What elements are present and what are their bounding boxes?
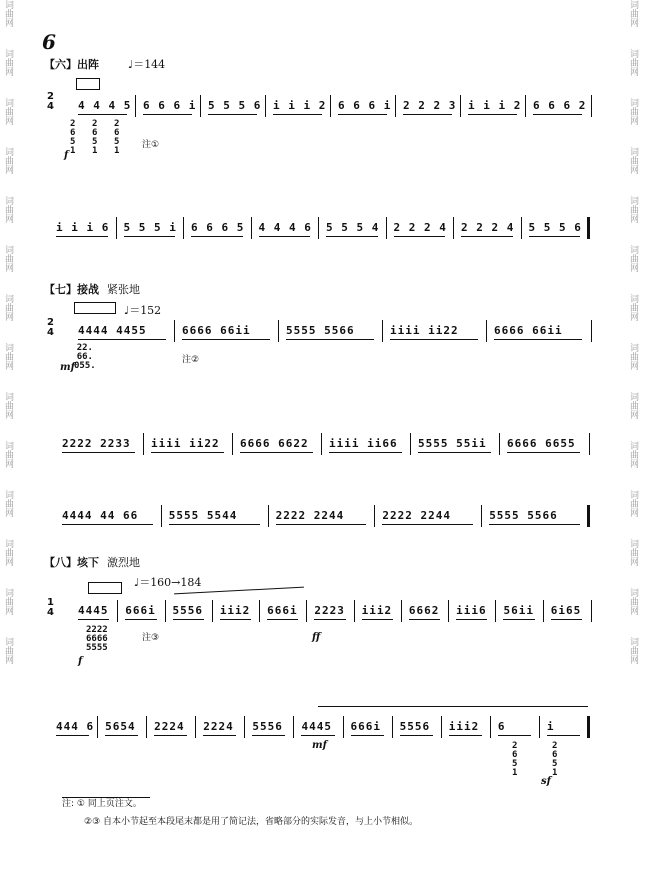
barline: [165, 600, 166, 622]
beam-underline: [301, 735, 334, 736]
measure-notes: 6666 66ii: [182, 324, 251, 337]
beam-underline: [78, 339, 166, 340]
beam-underline: [394, 236, 446, 237]
measure-notes: 5556: [399, 720, 431, 733]
measure-notes: 666i: [125, 604, 156, 617]
watermark-text: 词曲网: [628, 441, 638, 468]
measure-notes: 2222 2244: [382, 509, 451, 522]
section-8-tempo: ♩＝160→184: [134, 576, 202, 589]
watermark-text: 词曲网: [3, 49, 13, 76]
beam-underline: [547, 735, 580, 736]
watermark-right: [627, 0, 643, 871]
section-8-title: [44, 554, 140, 570]
beam-underline: [220, 619, 251, 620]
measure-notes: 4 4 4 5: [78, 99, 132, 112]
barline: [251, 217, 252, 239]
watermark-text: 词曲网: [628, 245, 638, 272]
barline: [212, 600, 213, 622]
beam-underline: [533, 114, 582, 115]
beam-underline: [338, 114, 387, 115]
measure-notes: 444 6: [56, 720, 95, 733]
barline: [521, 217, 522, 239]
measure-notes: 5654: [105, 720, 136, 733]
beam-underline: [329, 452, 402, 453]
beam-underline: [208, 114, 257, 115]
barline: [591, 320, 592, 342]
time-sig-bottom: 4: [47, 327, 54, 338]
watermark-text: 词曲网: [3, 0, 13, 27]
chord-stack: 22. 66. 055.: [74, 343, 96, 371]
measure-notes: 6: [497, 720, 506, 733]
dynamic-marking: mf: [60, 362, 75, 373]
measure-notes: 2222 2244: [275, 509, 345, 522]
watermark-text: 词曲网: [628, 539, 638, 566]
measure-notes: 5 5 5 6: [208, 99, 262, 112]
measure-notes: 6662: [408, 604, 440, 617]
beam-underline: [286, 339, 374, 340]
barline: [232, 433, 233, 455]
measure-notes: i i i 6: [56, 221, 110, 234]
beam-underline: [403, 114, 452, 115]
chord-stack: 2 6 5 1: [552, 741, 558, 778]
measure-notes: 2 2 2 4: [393, 221, 447, 234]
barline: [183, 217, 184, 239]
measure-notes: 666i: [267, 604, 298, 617]
measure-notes: 6666 6655: [507, 437, 576, 450]
watermark-text: 词曲网: [628, 0, 638, 27]
measure-notes: 6666 66ii: [494, 324, 563, 337]
beam-underline: [62, 452, 135, 453]
measure-notes: iiii ii66: [329, 437, 398, 450]
barline: [116, 217, 117, 239]
measure-notes: iii6: [456, 604, 487, 617]
chord-stack: 2 6 5 1: [70, 119, 76, 156]
barline: [392, 716, 393, 738]
beam-underline: [461, 236, 513, 237]
ornament-box: [74, 302, 116, 314]
section-title-text: 【六】出阵: [44, 58, 99, 71]
measure-notes: i i i 2: [468, 99, 522, 112]
beam-underline: [78, 619, 109, 620]
barline: [195, 716, 196, 738]
chord-stack: 2 6 5 1: [114, 119, 120, 156]
chord-stack: 2 6 5 1: [512, 741, 518, 778]
time-signature: [47, 318, 54, 338]
barline: [486, 320, 487, 342]
beam-underline: [125, 619, 156, 620]
measure-notes: 5555 55ii: [418, 437, 487, 450]
barline: [386, 217, 387, 239]
time-sig-top: 2: [47, 91, 54, 102]
ornament-box: [76, 78, 100, 90]
section-7-title: [44, 281, 140, 297]
watermark-text: 词曲网: [628, 49, 638, 76]
barline: [382, 320, 383, 342]
barline: [395, 95, 396, 117]
watermark-text: 词曲网: [628, 294, 638, 321]
measure-notes: 5 5 5 i: [123, 221, 177, 234]
measure-notes: iii2: [219, 604, 251, 617]
beam-underline: [456, 619, 487, 620]
measure-notes: 5 5 5 6: [528, 221, 582, 234]
section-6-tempo: ♩＝144: [128, 58, 166, 71]
beam-underline: [529, 236, 581, 237]
section-title-text: 【八】垓下: [44, 556, 99, 569]
beam-underline: [551, 619, 582, 620]
footnotes: [62, 795, 418, 831]
watermark-text: 词曲网: [628, 588, 638, 615]
measure-notes: 2 2 2 3: [403, 99, 457, 112]
barline: [306, 600, 307, 622]
beam-underline: [449, 735, 482, 736]
beam-underline: [276, 524, 367, 525]
time-signature: [47, 598, 54, 618]
dynamic-marking-ff: ff: [312, 632, 321, 643]
watermark-text: 词曲网: [3, 392, 13, 419]
barline: [481, 505, 482, 527]
section-expression: 激烈地: [107, 556, 140, 569]
time-signature: [47, 92, 54, 112]
measure-notes: 6 6 6 i: [143, 99, 197, 112]
measure-notes: 2224: [203, 720, 234, 733]
page-number: 6: [42, 30, 56, 54]
measure-notes: 4444 4455: [78, 324, 147, 337]
measure-notes: 5555 5566: [286, 324, 355, 337]
watermark-text: 词曲网: [3, 245, 13, 272]
barline: [143, 433, 144, 455]
final-barline: [587, 217, 590, 239]
barline: [354, 600, 355, 622]
barline: [268, 505, 269, 527]
beam-underline: [143, 114, 192, 115]
beam-underline: [314, 619, 345, 620]
dynamic-marking: f: [78, 656, 83, 667]
beam-underline: [494, 339, 582, 340]
watermark-text: 词曲网: [3, 196, 13, 223]
beam-underline: [362, 619, 393, 620]
barline: [293, 716, 294, 738]
beam-underline: [390, 339, 478, 340]
barline: [259, 600, 260, 622]
barline: [321, 433, 322, 455]
measure-notes: i: [546, 720, 555, 733]
footnote-text: ① 同上页注文。: [76, 799, 142, 809]
barline: [135, 95, 136, 117]
measure-notes: 6666 6622: [240, 437, 309, 450]
measure-notes: 6 6 6 2: [533, 99, 587, 112]
barline: [441, 716, 442, 738]
barline: [460, 95, 461, 117]
barline: [453, 217, 454, 239]
dynamic-marking-sf: sf: [541, 776, 551, 787]
beam-underline: [382, 524, 473, 525]
beam-underline: [418, 452, 491, 453]
measure-notes: i i i 2: [273, 99, 327, 112]
section-6-title: [44, 56, 99, 72]
watermark-text: 词曲网: [3, 490, 13, 517]
beam-underline: [56, 236, 108, 237]
beam-underline: [351, 735, 384, 736]
measure-notes: iiii ii22: [151, 437, 220, 450]
beam-underline: [267, 619, 298, 620]
measure-notes: 666i: [350, 720, 382, 733]
beam-underline: [326, 236, 378, 237]
measure-notes: 5556: [172, 604, 204, 617]
footnote-1: [62, 795, 418, 813]
beam-underline: [182, 339, 270, 340]
beam-underline: [151, 452, 224, 453]
barline: [490, 716, 491, 738]
watermark-text: 词曲网: [628, 343, 638, 370]
measure-notes: 5 5 5 4: [326, 221, 380, 234]
measure-notes: 2224: [154, 720, 185, 733]
beam-underline: [173, 619, 204, 620]
barline: [278, 320, 279, 342]
dynamic-marking-mf: mf: [312, 740, 327, 751]
barline: [265, 95, 266, 117]
measure-notes: iiii ii22: [390, 324, 459, 337]
barline: [543, 600, 544, 622]
barline: [343, 716, 344, 738]
beam-underline: [203, 735, 236, 736]
barline: [146, 716, 147, 738]
watermark-text: 词曲网: [3, 441, 13, 468]
beam-underline: [105, 735, 138, 736]
watermark-text: 词曲网: [628, 98, 638, 125]
final-barline: [587, 716, 590, 738]
barline: [244, 716, 245, 738]
watermark-text: 词曲网: [628, 147, 638, 174]
barline: [401, 600, 402, 622]
watermark-text: 词曲网: [3, 539, 13, 566]
watermark-text: 词曲网: [3, 294, 13, 321]
barline: [174, 320, 175, 342]
measure-notes: iii2: [361, 604, 393, 617]
watermark-text: 词曲网: [628, 490, 638, 517]
beam-underline: [409, 619, 440, 620]
time-sig-top: 2: [47, 317, 54, 328]
section-title-text: 【七】接战: [44, 283, 99, 296]
ornament-box: [88, 582, 122, 594]
watermark-left: [2, 0, 18, 871]
beam-underline: [169, 524, 260, 525]
beam-underline: [124, 236, 176, 237]
chord-stack: 2 6 5 1: [92, 119, 98, 156]
measure-notes: 5555 5566: [489, 509, 558, 522]
annotation-note: 注③: [142, 633, 160, 643]
beam-underline: [503, 619, 534, 620]
barline: [330, 95, 331, 117]
barline: [161, 505, 162, 527]
watermark-text: 词曲网: [3, 588, 13, 615]
section-expression: 紧张地: [107, 283, 140, 296]
barline: [374, 505, 375, 527]
barline: [448, 600, 449, 622]
measure-notes: 4444 44 66: [62, 509, 139, 522]
watermark-text: 词曲网: [628, 196, 638, 223]
final-barline: [587, 505, 590, 527]
measure-notes: 2223: [314, 604, 345, 617]
barline: [539, 716, 540, 738]
barline: [97, 716, 98, 738]
barline: [591, 95, 592, 117]
beam-underline: [489, 524, 580, 525]
watermark-text: 词曲网: [628, 392, 638, 419]
time-sig-top: 1: [47, 597, 54, 608]
time-sig-bottom: 4: [47, 607, 54, 618]
measure-notes: 2222 2233: [62, 437, 131, 450]
barline: [499, 433, 500, 455]
barline: [525, 95, 526, 117]
beam-underline: [498, 735, 531, 736]
watermark-text: 词曲网: [3, 343, 13, 370]
measure-notes: 6 6 6 5: [191, 221, 245, 234]
measure-notes: 4445: [78, 604, 109, 617]
barline: [117, 600, 118, 622]
measure-notes: 4445: [301, 720, 332, 733]
time-sig-bottom: 4: [47, 101, 54, 112]
measure-notes: 6 6 6 i: [338, 99, 392, 112]
beam-underline: [56, 735, 89, 736]
crescendo-line: [318, 706, 588, 707]
beam-underline: [62, 524, 153, 525]
barline: [318, 217, 319, 239]
barline: [495, 600, 496, 622]
watermark-text: 词曲网: [3, 637, 13, 664]
dynamic-marking: f: [64, 150, 69, 161]
beam-underline: [259, 236, 311, 237]
beam-underline: [252, 735, 285, 736]
barline: [591, 600, 592, 622]
watermark-text: 词曲网: [3, 147, 13, 174]
measure-notes: 56ii: [503, 604, 534, 617]
footnote-2: ②③ 自本小节起至本段尾末都是用了简记法，省略部分的实际发音，与上小节相似。: [84, 817, 418, 827]
beam-underline: [507, 452, 580, 453]
measure-notes: 2 2 2 4: [461, 221, 515, 234]
annotation-note: 注①: [142, 140, 160, 150]
section-7-tempo: ♩＝152: [124, 304, 162, 317]
beam-underline: [154, 735, 187, 736]
beam-underline: [273, 114, 322, 115]
beam-underline: [191, 236, 243, 237]
measure-notes: 5555 5544: [168, 509, 238, 522]
measure-notes: 6i65: [550, 604, 582, 617]
barline: [410, 433, 411, 455]
beam-underline: [400, 735, 433, 736]
measure-notes: 4 4 4 6: [258, 221, 312, 234]
watermark-text: 词曲网: [3, 98, 13, 125]
annotation-note: 注②: [182, 355, 200, 365]
watermark-text: 词曲网: [628, 637, 638, 664]
beam-underline: [468, 114, 517, 115]
measure-notes: 5556: [252, 720, 283, 733]
barline: [589, 433, 590, 455]
beam-underline: [240, 452, 313, 453]
chord-stack: 2222 6666 5555: [86, 625, 108, 653]
footnote-label: 注:: [62, 799, 75, 809]
barline: [200, 95, 201, 117]
beam-underline: [78, 114, 127, 115]
measure-notes: iii2: [448, 720, 480, 733]
